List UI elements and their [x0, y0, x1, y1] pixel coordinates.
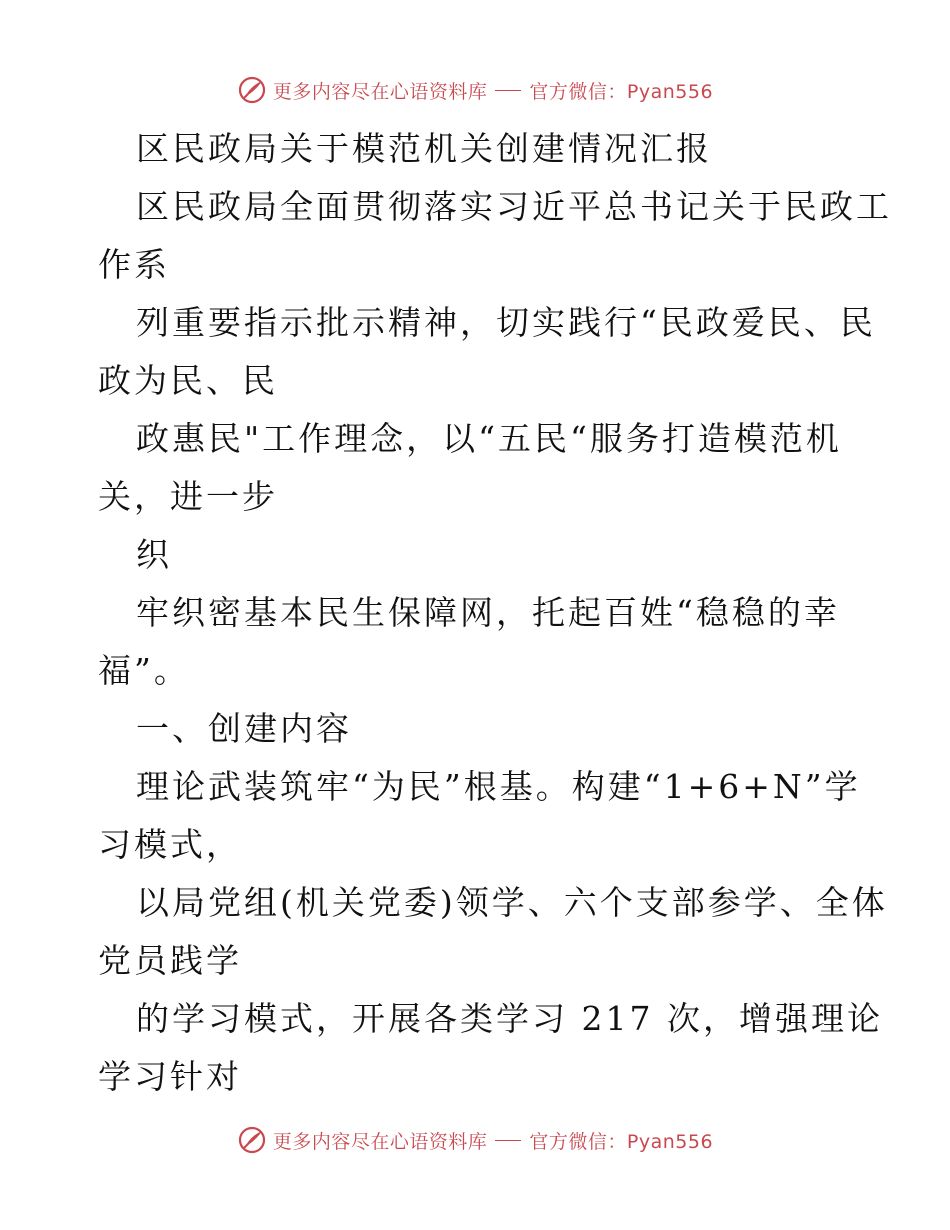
- paragraph-line: 列重要指示批示精神，切实践行“民政爱民、民: [136, 303, 876, 342]
- feather-pen-logo-icon: [237, 1125, 267, 1155]
- footer-watermark: [0, 1120, 950, 1160]
- paragraph-line: 福”。: [98, 651, 190, 690]
- paragraph-line: 党员践学: [98, 941, 242, 980]
- header-watermark: [0, 70, 950, 110]
- watermark-suffix: 官方微信：Pyan556: [529, 1130, 714, 1153]
- paragraph-line: 政为民、民: [98, 361, 278, 400]
- document-body: [98, 120, 892, 1106]
- section-heading: 一、创建内容: [136, 709, 352, 748]
- watermark-dash: [495, 90, 521, 91]
- paragraph-line: 关，进一步: [98, 477, 278, 516]
- watermark-suffix: 官方微信：Pyan556: [529, 80, 714, 103]
- paragraph-line: 牢织密基本民生保障网，托起百姓“稳稳的幸: [136, 593, 840, 632]
- paragraph-line: 学习针对: [98, 1057, 242, 1096]
- watermark-brand: 更多内容尽在心语资料库: [272, 80, 488, 103]
- paragraph-line: 的学习模式，开展各类学习 217 次，增强理论: [136, 999, 883, 1038]
- watermark-brand: 更多内容尽在心语资料库: [272, 1130, 488, 1153]
- paragraph-line: 以局党组(机关党委)领学、六个支部参学、全体: [136, 883, 888, 922]
- feather-pen-logo-icon: [237, 75, 267, 105]
- document-title: 区民政局关于模范机关创建情况汇报: [136, 129, 712, 168]
- paragraph-line: 习模式，: [98, 825, 242, 864]
- paragraph-line: 区民政局全面贯彻落实习近平总书记关于民政工: [136, 187, 892, 226]
- paragraph-line: 织: [136, 535, 172, 574]
- watermark-dash: [495, 1140, 521, 1141]
- paragraph-line: 理论武装筑牢“为民”根基。构建“1+6+N”学: [136, 767, 861, 806]
- paragraph-line: 政惠民"工作理念，以“五民“服务打造模范机: [136, 419, 842, 458]
- paragraph-line: 作系: [98, 245, 170, 284]
